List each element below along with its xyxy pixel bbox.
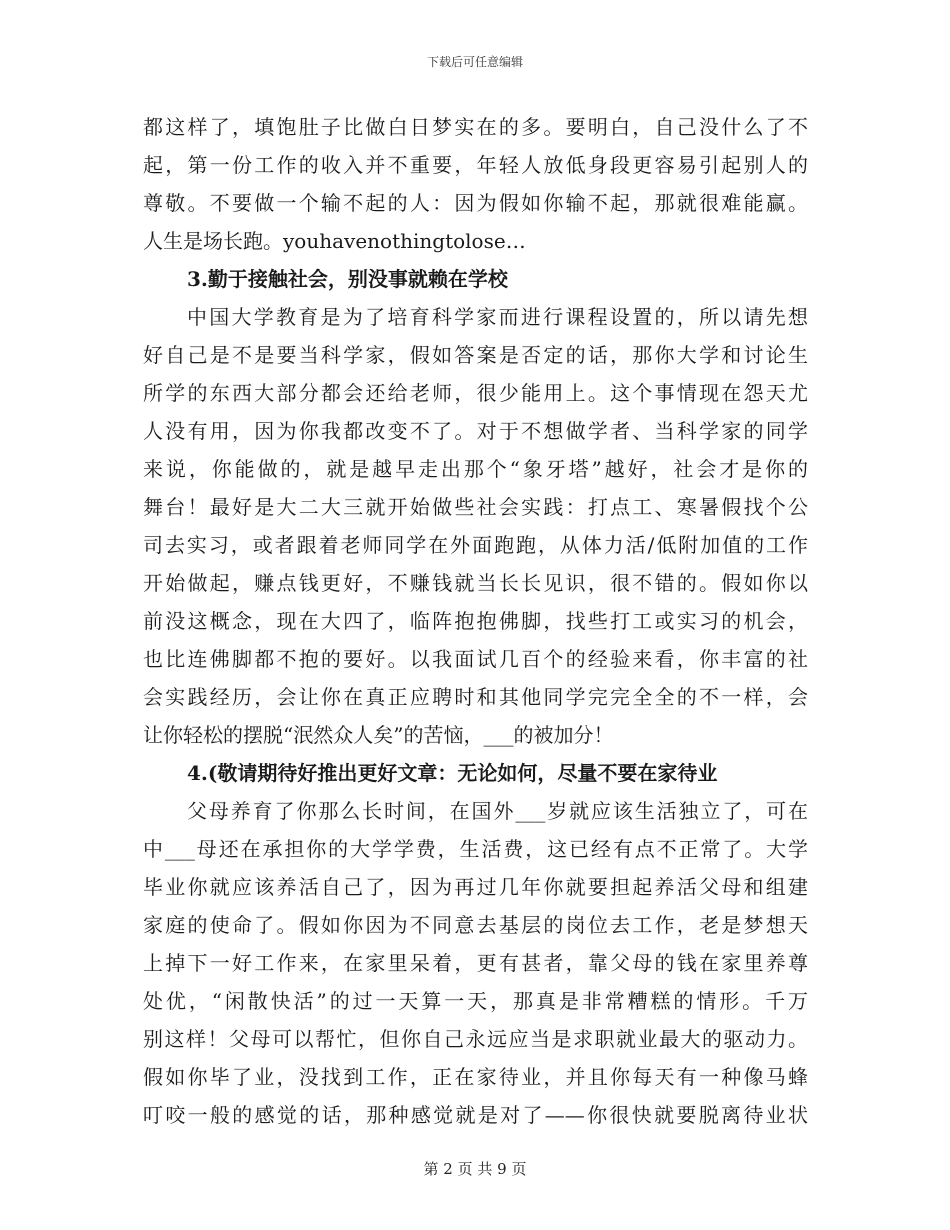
body-line: 舞台！最好是大二大三就开始做些社会实践：打点工、寒暑假找个公	[143, 495, 808, 519]
section-heading: 3.勤于接触社会，别没事就赖在学校	[187, 267, 508, 291]
body-line: 中国大学教育是为了培育科学家而进行课程设置的，所以请先想	[187, 305, 808, 329]
body-line: 上掉下一好工作来，在家里呆着，更有甚者，靠父母的钱在家里养尊	[143, 951, 808, 975]
page-footer: 第 2 页 共 9 页	[423, 1160, 527, 1178]
body-line: 叮咬一般的感觉的话，那种感觉就是对了——你很快就要脱离待业状	[143, 1103, 808, 1127]
body-line: 假如你毕了业，没找到工作，正在家待业，并且你每天有一种像马蜂	[143, 1065, 808, 1089]
body-line: 都这样了，填饱肚子比做白日梦实在的多。要明白，自己没什么了不	[143, 115, 808, 139]
page-header: 下载后可任意编辑	[426, 55, 523, 69]
body-line: 会实践经历，会让你在真正应聘时和其他同学完完全全的不一样，会	[143, 685, 808, 709]
body-line: 来说，你能做的，就是越早走出那个“象牙塔”越好，社会才是你的	[143, 457, 808, 481]
body-line: 人没有用，因为你我都改变不了。对于不想做学者、当科学家的同学	[143, 419, 808, 443]
body-line: 别这样！父母可以帮忙，但你自己永远应当是求职就业最大的驱动力。	[143, 1027, 808, 1051]
body-line: 好自己是不是要当科学家，假如答案是否定的话，那你大学和讨论生	[143, 343, 808, 367]
body-line: 前没这概念，现在大四了，临阵抱抱佛脚，找些打工或实习的机会，	[143, 609, 808, 633]
body-line: 毕业你就应该养活自己了，因为再过几年你就要担起养活父母和组建	[143, 875, 808, 899]
body-line: 处优，“闲散快活”的过一天算一天，那真是非常糟糕的情形。千万	[143, 989, 808, 1013]
document-body	[143, 108, 808, 1134]
body-line: 所学的东西大部分都会还给老师，很少能用上。这个事情现在怨天尤	[143, 381, 808, 405]
body-line: 让你轻松的摆脱“泯然众人矣”的苦恼，___的被加分！	[143, 723, 614, 747]
body-line: 也比连佛脚都不抱的要好。以我面试几百个的经验来看，你丰富的社	[143, 647, 808, 671]
body-line: 尊敬。不要做一个输不起的人：因为假如你输不起，那就很难能赢。	[143, 191, 808, 215]
body-line: 人生是场长跑。youhavenothingtolose…	[143, 229, 526, 253]
body-line: 父母养育了你那么长时间，在国外___岁就应该生活独立了，可在	[187, 799, 808, 823]
body-line: 起，第一份工作的收入并不重要，年轻人放低身段更容易引起别人的	[143, 153, 808, 177]
body-line: 开始做起，赚点钱更好，不赚钱就当长长见识，很不错的。假如你以	[143, 571, 808, 595]
section-heading: 4.(敬请期待好推出更好文章：无论如何，尽量不要在家待业	[187, 761, 718, 785]
body-line: 家庭的使命了。假如你因为不同意去基层的岗位去工作，老是梦想天	[143, 913, 808, 937]
body-line: 司去实习，或者跟着老师同学在外面跑跑，从体力活/低附加值的工作	[143, 533, 808, 557]
body-line: 中___母还在承担你的大学学费，生活费，这已经有点不正常了。大学	[143, 837, 808, 861]
